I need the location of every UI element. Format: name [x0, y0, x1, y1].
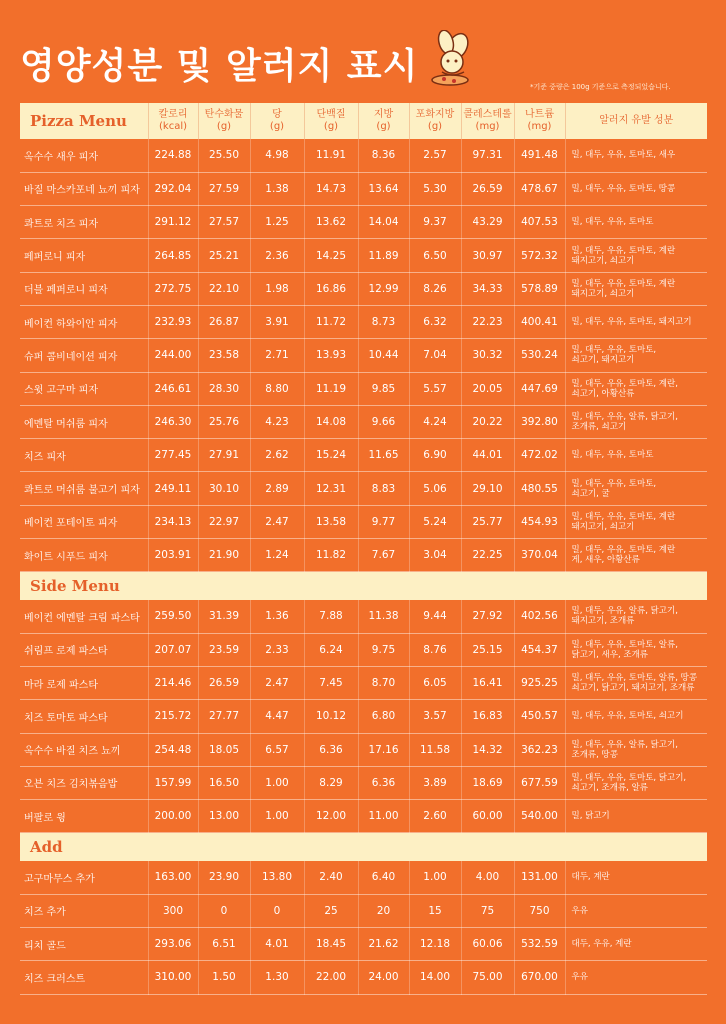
cell-carb: 18.05	[198, 733, 250, 766]
cell-allergy: 대두, 우유, 계란	[565, 928, 707, 961]
cell-protein: 14.25	[304, 239, 358, 272]
cell-carb: 27.91	[198, 439, 250, 472]
cell-protein: 13.58	[304, 505, 358, 538]
cell-fat: 8.36	[358, 139, 409, 172]
cell-protein: 6.36	[304, 733, 358, 766]
header-fat: 지방 (g)	[358, 103, 409, 139]
table-row	[20, 505, 707, 538]
cell-satfat: 9.44	[409, 600, 461, 633]
cell-sodium: 491.48	[514, 139, 565, 172]
cell-protein: 12.00	[304, 800, 358, 833]
cell-kcal: 203.91	[148, 539, 198, 572]
cell-sugar: 1.00	[250, 800, 304, 833]
cell-carb: 22.97	[198, 505, 250, 538]
nutrition-table	[20, 103, 707, 995]
cell-chol: 34.33	[461, 272, 514, 305]
cell-satfat: 2.60	[409, 800, 461, 833]
cell-carb: 22.10	[198, 272, 250, 305]
cell-fat: 7.67	[358, 539, 409, 572]
cell-carb: 26.87	[198, 305, 250, 338]
table-header-row	[20, 103, 707, 139]
cell-chol: 16.83	[461, 700, 514, 733]
cell-carb: 23.58	[198, 339, 250, 372]
cell-fat: 21.62	[358, 928, 409, 961]
table-row	[20, 861, 707, 894]
table-row	[20, 372, 707, 405]
cell-carb: 27.77	[198, 700, 250, 733]
cell-allergy: 밀, 대두, 우유, 토마토, 계란 돼지고기, 쇠고기	[565, 272, 707, 305]
cell-sodium: 450.57	[514, 700, 565, 733]
cell-carb: 26.59	[198, 666, 250, 699]
cell-allergy: 밀, 대두, 우유, 토마토	[565, 206, 707, 239]
weight-note: *기준 중량은 100g 기준으로 측정되었습니다.	[530, 83, 671, 91]
cell-fat: 11.89	[358, 239, 409, 272]
cell-protein: 2.40	[304, 861, 358, 894]
cell-sodium: 532.59	[514, 928, 565, 961]
cell-carb: 0	[198, 894, 250, 927]
cell-sodium: 370.04	[514, 539, 565, 572]
cell-menu-name: 쉬림프 로제 파스타	[20, 633, 148, 666]
cell-menu-name: 옥수수 바질 치즈 뇨끼	[20, 733, 148, 766]
cell-allergy: 밀, 닭고기	[565, 800, 707, 833]
cell-allergy: 밀, 대두, 우유, 알류, 닭고기, 조개류, 쇠고기	[565, 405, 707, 438]
cell-fat: 8.83	[358, 472, 409, 505]
section-header-row	[20, 572, 707, 600]
table-row	[20, 961, 707, 994]
cell-satfat: 5.57	[409, 372, 461, 405]
cell-carb: 30.10	[198, 472, 250, 505]
cell-carb: 25.50	[198, 139, 250, 172]
cell-kcal: 264.85	[148, 239, 198, 272]
cell-sugar: 3.91	[250, 305, 304, 338]
cell-satfat: 5.06	[409, 472, 461, 505]
table-row	[20, 733, 707, 766]
cell-chol: 20.05	[461, 372, 514, 405]
cell-chol: 27.92	[461, 600, 514, 633]
cell-satfat: 1.00	[409, 861, 461, 894]
cell-kcal: 224.88	[148, 139, 198, 172]
cell-carb: 1.50	[198, 961, 250, 994]
header-satfat: 포화지방 (g)	[409, 103, 461, 139]
cell-satfat: 4.24	[409, 405, 461, 438]
cell-sodium: 670.00	[514, 961, 565, 994]
cell-sodium: 454.93	[514, 505, 565, 538]
cell-protein: 13.93	[304, 339, 358, 372]
cell-fat: 6.40	[358, 861, 409, 894]
cell-allergy: 밀, 대두, 우유, 토마토, 알류, 닭고기, 새우, 조개류	[565, 633, 707, 666]
table-row	[20, 666, 707, 699]
cell-fat: 13.64	[358, 172, 409, 205]
table-row	[20, 339, 707, 372]
cell-menu-name: 마라 로제 파스타	[20, 666, 148, 699]
cell-carb: 6.51	[198, 928, 250, 961]
cell-sugar: 2.47	[250, 505, 304, 538]
table-row	[20, 439, 707, 472]
cell-kcal: 249.11	[148, 472, 198, 505]
cell-protein: 18.45	[304, 928, 358, 961]
cell-menu-name: 콰트로 머쉬룸 불고기 피자	[20, 472, 148, 505]
cell-satfat: 6.32	[409, 305, 461, 338]
cell-kcal: 259.50	[148, 600, 198, 633]
cell-sodium: 480.55	[514, 472, 565, 505]
cell-protein: 11.91	[304, 139, 358, 172]
cell-chol: 60.00	[461, 800, 514, 833]
cell-chol: 25.15	[461, 633, 514, 666]
cell-kcal: 163.00	[148, 861, 198, 894]
cell-satfat: 11.58	[409, 733, 461, 766]
cell-menu-name: 베이컨 포테이토 피자	[20, 505, 148, 538]
header-sugar: 당 (g)	[250, 103, 304, 139]
cell-protein: 10.12	[304, 700, 358, 733]
cell-menu-name: 콰트로 치즈 피자	[20, 206, 148, 239]
cell-kcal: 234.13	[148, 505, 198, 538]
cell-protein: 14.73	[304, 172, 358, 205]
cell-fat: 24.00	[358, 961, 409, 994]
table-row	[20, 700, 707, 733]
cell-sugar: 2.47	[250, 666, 304, 699]
cell-allergy: 밀, 대두, 우유, 토마토, 계란 돼지고기, 쇠고기	[565, 505, 707, 538]
header-carb: 탄수화물 (g)	[198, 103, 250, 139]
cell-protein: 7.45	[304, 666, 358, 699]
cell-fat: 20	[358, 894, 409, 927]
cell-protein: 11.82	[304, 539, 358, 572]
cell-sodium: 402.56	[514, 600, 565, 633]
section-title: Side Menu	[20, 572, 707, 600]
cell-kcal: 272.75	[148, 272, 198, 305]
cell-chol: 18.69	[461, 766, 514, 799]
cell-fat: 14.04	[358, 206, 409, 239]
cell-sodium: 392.80	[514, 405, 565, 438]
cell-carb: 28.30	[198, 372, 250, 405]
cell-fat: 17.16	[358, 733, 409, 766]
cell-satfat: 5.24	[409, 505, 461, 538]
cell-allergy: 밀, 대두, 우유, 토마토, 쇠고기, 돼지고기	[565, 339, 707, 372]
cell-fat: 9.77	[358, 505, 409, 538]
cell-sugar: 1.38	[250, 172, 304, 205]
table-row	[20, 239, 707, 272]
cell-menu-name: 페퍼로니 피자	[20, 239, 148, 272]
table-row	[20, 206, 707, 239]
cell-menu-name: 베이컨 에멘탈 크림 파스타	[20, 600, 148, 633]
cell-kcal: 157.99	[148, 766, 198, 799]
cell-protein: 16.86	[304, 272, 358, 305]
cell-fat: 11.65	[358, 439, 409, 472]
cell-satfat: 8.76	[409, 633, 461, 666]
cell-chol: 4.00	[461, 861, 514, 894]
cell-sodium: 925.25	[514, 666, 565, 699]
cell-sugar: 2.71	[250, 339, 304, 372]
cell-chol: 75	[461, 894, 514, 927]
cell-satfat: 5.30	[409, 172, 461, 205]
cell-chol: 43.29	[461, 206, 514, 239]
section-title: Add	[20, 833, 707, 861]
cell-kcal: 214.46	[148, 666, 198, 699]
cell-protein: 11.72	[304, 305, 358, 338]
cell-chol: 14.32	[461, 733, 514, 766]
cell-protein: 12.31	[304, 472, 358, 505]
cell-protein: 22.00	[304, 961, 358, 994]
cell-protein: 7.88	[304, 600, 358, 633]
cell-menu-name: 에멘탈 머쉬룸 피자	[20, 405, 148, 438]
cell-chol: 75.00	[461, 961, 514, 994]
header-allergy: 알러지 유발 성분	[565, 103, 707, 139]
header-kcal: 칼로리 (kcal)	[148, 103, 198, 139]
cell-satfat: 7.04	[409, 339, 461, 372]
cell-sugar: 8.80	[250, 372, 304, 405]
cell-sodium: 540.00	[514, 800, 565, 833]
chef-mascot-icon	[420, 30, 480, 88]
cell-kcal: 244.00	[148, 339, 198, 372]
cell-fat: 10.44	[358, 339, 409, 372]
table-row	[20, 894, 707, 927]
cell-menu-name: 베이컨 하와이안 피자	[20, 305, 148, 338]
cell-menu-name: 화이트 시푸드 피자	[20, 539, 148, 572]
cell-satfat: 3.89	[409, 766, 461, 799]
cell-sodium: 362.23	[514, 733, 565, 766]
cell-carb: 21.90	[198, 539, 250, 572]
cell-menu-name: 바질 마스카포네 뇨끼 피자	[20, 172, 148, 205]
cell-sugar: 2.89	[250, 472, 304, 505]
cell-kcal: 277.45	[148, 439, 198, 472]
cell-sugar: 4.47	[250, 700, 304, 733]
cell-satfat: 6.90	[409, 439, 461, 472]
cell-kcal: 246.61	[148, 372, 198, 405]
cell-carb: 27.57	[198, 206, 250, 239]
cell-kcal: 293.06	[148, 928, 198, 961]
cell-satfat: 15	[409, 894, 461, 927]
cell-allergy: 밀, 대두, 우유, 알류, 닭고기, 조개류, 땅콩	[565, 733, 707, 766]
cell-satfat: 8.26	[409, 272, 461, 305]
cell-menu-name: 옥수수 새우 피자	[20, 139, 148, 172]
cell-satfat: 3.57	[409, 700, 461, 733]
section-header-row	[20, 833, 707, 861]
cell-sodium: 454.37	[514, 633, 565, 666]
header-pizza-menu: Pizza Menu	[20, 103, 148, 139]
cell-menu-name: 고구마무스 추가	[20, 861, 148, 894]
cell-fat: 8.70	[358, 666, 409, 699]
cell-sugar: 1.36	[250, 600, 304, 633]
cell-chol: 22.25	[461, 539, 514, 572]
cell-fat: 12.99	[358, 272, 409, 305]
cell-allergy: 대두, 계란	[565, 861, 707, 894]
cell-allergy: 밀, 대두, 우유, 토마토, 땅콩	[565, 172, 707, 205]
cell-satfat: 6.50	[409, 239, 461, 272]
cell-allergy: 밀, 대두, 우유, 토마토, 쇠고기	[565, 700, 707, 733]
cell-carb: 25.76	[198, 405, 250, 438]
cell-sodium: 478.67	[514, 172, 565, 205]
cell-kcal: 215.72	[148, 700, 198, 733]
cell-menu-name: 오븐 치즈 김치볶음밥	[20, 766, 148, 799]
cell-sodium: 472.02	[514, 439, 565, 472]
cell-allergy: 밀, 대두, 우유, 토마토, 새우	[565, 139, 707, 172]
cell-chol: 16.41	[461, 666, 514, 699]
cell-menu-name: 치즈 크러스트	[20, 961, 148, 994]
cell-chol: 22.23	[461, 305, 514, 338]
header-protein: 단백질 (g)	[304, 103, 358, 139]
cell-kcal: 292.04	[148, 172, 198, 205]
cell-fat: 9.85	[358, 372, 409, 405]
cell-sugar: 4.98	[250, 139, 304, 172]
cell-menu-name: 더블 페퍼로니 피자	[20, 272, 148, 305]
cell-satfat: 12.18	[409, 928, 461, 961]
cell-allergy: 밀, 대두, 우유, 토마토, 계란 게, 새우, 아황산류	[565, 539, 707, 572]
table-row	[20, 272, 707, 305]
cell-satfat: 2.57	[409, 139, 461, 172]
cell-sugar: 4.23	[250, 405, 304, 438]
cell-chol: 60.06	[461, 928, 514, 961]
cell-allergy: 밀, 대두, 우유, 토마토, 계란 돼지고기, 쇠고기	[565, 239, 707, 272]
cell-sugar: 1.24	[250, 539, 304, 572]
cell-chol: 30.32	[461, 339, 514, 372]
cell-satfat: 6.05	[409, 666, 461, 699]
page-title: 영양성분 및 알러지 표시	[20, 46, 419, 87]
table-row	[20, 172, 707, 205]
cell-sodium: 677.59	[514, 766, 565, 799]
cell-sodium: 407.53	[514, 206, 565, 239]
table-row	[20, 800, 707, 833]
cell-kcal: 310.00	[148, 961, 198, 994]
table-row	[20, 405, 707, 438]
cell-carb: 16.50	[198, 766, 250, 799]
cell-menu-name: 치즈 피자	[20, 439, 148, 472]
table-row	[20, 766, 707, 799]
cell-carb: 23.59	[198, 633, 250, 666]
cell-sugar: 4.01	[250, 928, 304, 961]
cell-allergy: 밀, 대두, 우유, 토마토	[565, 439, 707, 472]
cell-allergy: 밀, 대두, 우유, 토마토, 돼지고기	[565, 305, 707, 338]
cell-sodium: 572.32	[514, 239, 565, 272]
cell-sugar: 1.25	[250, 206, 304, 239]
cell-sugar: 0	[250, 894, 304, 927]
cell-sodium: 447.69	[514, 372, 565, 405]
cell-chol: 97.31	[461, 139, 514, 172]
cell-sodium: 578.89	[514, 272, 565, 305]
cell-sodium: 530.24	[514, 339, 565, 372]
cell-protein: 11.19	[304, 372, 358, 405]
cell-carb: 27.59	[198, 172, 250, 205]
cell-fat: 8.73	[358, 305, 409, 338]
cell-allergy: 밀, 대두, 우유, 토마토, 알류, 땅콩 쇠고기, 닭고기, 돼지고기, 조개류	[565, 666, 707, 699]
cell-kcal: 300	[148, 894, 198, 927]
cell-carb: 25.21	[198, 239, 250, 272]
cell-sugar: 1.30	[250, 961, 304, 994]
cell-sodium: 750	[514, 894, 565, 927]
cell-satfat: 3.04	[409, 539, 461, 572]
cell-menu-name: 버팔로 윙	[20, 800, 148, 833]
cell-sodium: 131.00	[514, 861, 565, 894]
cell-chol: 44.01	[461, 439, 514, 472]
cell-sodium: 400.41	[514, 305, 565, 338]
cell-chol: 29.10	[461, 472, 514, 505]
cell-fat: 9.75	[358, 633, 409, 666]
cell-satfat: 9.37	[409, 206, 461, 239]
header-chol: 콜레스테롤 (mg)	[461, 103, 514, 139]
cell-protein: 8.29	[304, 766, 358, 799]
cell-kcal: 232.93	[148, 305, 198, 338]
cell-menu-name: 스윗 고구마 피자	[20, 372, 148, 405]
cell-protein: 14.08	[304, 405, 358, 438]
cell-menu-name: 치즈 토마토 파스타	[20, 700, 148, 733]
table-row	[20, 539, 707, 572]
cell-sugar: 2.36	[250, 239, 304, 272]
cell-chol: 30.97	[461, 239, 514, 272]
cell-carb: 31.39	[198, 600, 250, 633]
cell-kcal: 291.12	[148, 206, 198, 239]
cell-fat: 6.80	[358, 700, 409, 733]
cell-allergy: 우유	[565, 894, 707, 927]
cell-allergy: 밀, 대두, 우유, 토마토, 쇠고기, 굴	[565, 472, 707, 505]
cell-fat: 11.00	[358, 800, 409, 833]
cell-sugar: 6.57	[250, 733, 304, 766]
cell-chol: 25.77	[461, 505, 514, 538]
cell-sugar: 1.00	[250, 766, 304, 799]
cell-protein: 13.62	[304, 206, 358, 239]
cell-kcal: 207.07	[148, 633, 198, 666]
table-row	[20, 305, 707, 338]
cell-menu-name: 리치 골드	[20, 928, 148, 961]
cell-sugar: 1.98	[250, 272, 304, 305]
cell-allergy: 우유	[565, 961, 707, 994]
cell-sugar: 13.80	[250, 861, 304, 894]
cell-fat: 6.36	[358, 766, 409, 799]
cell-sugar: 2.33	[250, 633, 304, 666]
table-row	[20, 139, 707, 172]
table-row	[20, 600, 707, 633]
cell-menu-name: 슈퍼 콤비네이션 피자	[20, 339, 148, 372]
cell-protein: 15.24	[304, 439, 358, 472]
cell-chol: 20.22	[461, 405, 514, 438]
cell-kcal: 200.00	[148, 800, 198, 833]
cell-kcal: 246.30	[148, 405, 198, 438]
cell-menu-name: 치즈 추가	[20, 894, 148, 927]
cell-kcal: 254.48	[148, 733, 198, 766]
cell-allergy: 밀, 대두, 우유, 알류, 닭고기, 돼지고기, 조개류	[565, 600, 707, 633]
cell-carb: 23.90	[198, 861, 250, 894]
cell-sugar: 2.62	[250, 439, 304, 472]
table-body	[20, 139, 707, 994]
cell-chol: 26.59	[461, 172, 514, 205]
table-row	[20, 472, 707, 505]
cell-carb: 13.00	[198, 800, 250, 833]
table-row	[20, 633, 707, 666]
table-row	[20, 928, 707, 961]
cell-satfat: 14.00	[409, 961, 461, 994]
cell-allergy: 밀, 대두, 우유, 토마토, 계란, 쇠고기, 아황산류	[565, 372, 707, 405]
cell-protein: 6.24	[304, 633, 358, 666]
cell-fat: 9.66	[358, 405, 409, 438]
cell-allergy: 밀, 대두, 우유, 토마토, 닭고기, 쇠고기, 조개류, 알류	[565, 766, 707, 799]
cell-protein: 25	[304, 894, 358, 927]
header-sodium: 나트륨 (mg)	[514, 103, 565, 139]
cell-fat: 11.38	[358, 600, 409, 633]
